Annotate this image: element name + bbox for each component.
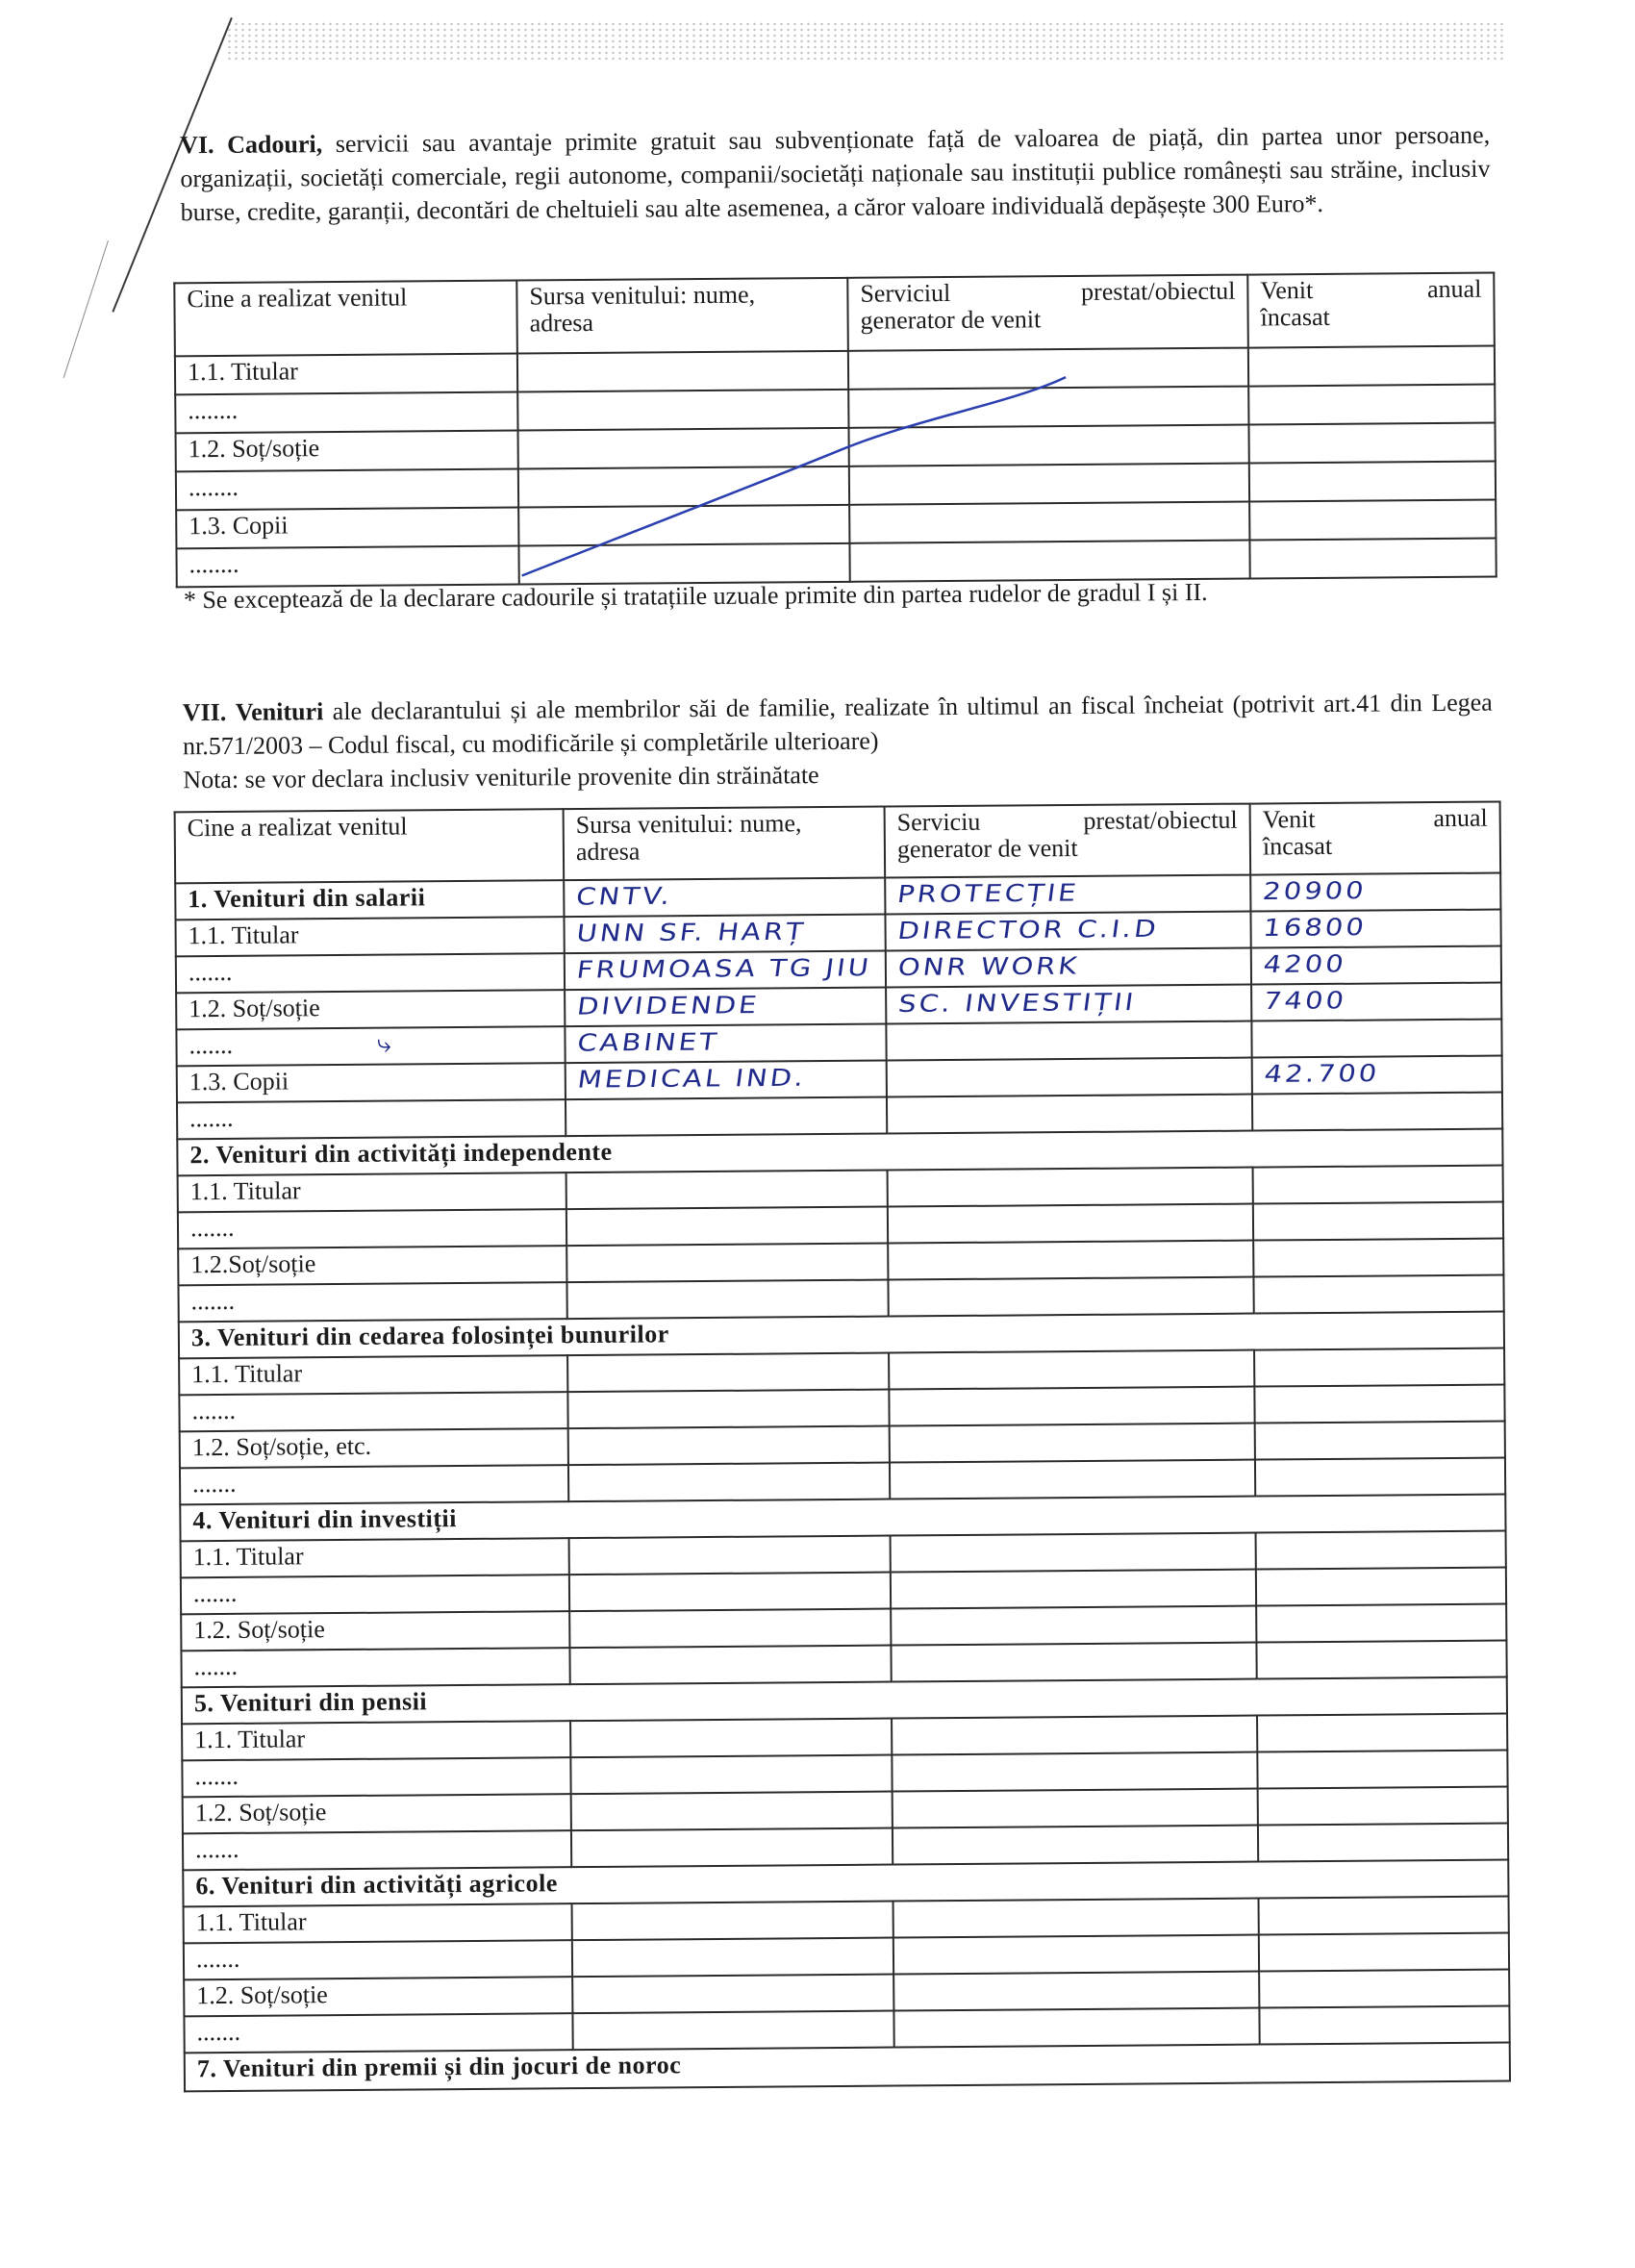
col-income	[1250, 802, 1501, 875]
group-heading: 3. Venituri din cedarea folosinței bunurilor	[179, 1312, 1504, 1359]
row-label: 1.3. Copii	[177, 1063, 566, 1102]
row-label: .......	[181, 1575, 569, 1614]
col-who: Cine a realizat venitul	[175, 809, 565, 883]
handwritten-source: UNN SF. HARȚ	[574, 917, 808, 947]
row-label: .......	[182, 1757, 570, 1797]
section-6-footnote: * Se exceptează de la declarare cadourile și tratațiile uzuale primite din partea rudelor de gradul I și II.	[183, 577, 1208, 615]
row-label: 1.1. Titular	[179, 1355, 567, 1395]
handwritten-source: CNTV.	[574, 881, 675, 911]
section-7-note: Nota: se vor declara inclusiv veniturile provenite din străinătate	[183, 761, 819, 794]
col-service-line2: generator de venit	[896, 833, 1078, 864]
group-heading-salary: 1. Venituri din salarii	[175, 880, 564, 920]
section-6-heading: Cadouri,	[227, 130, 323, 159]
row-label: 1.2. Soț/soție	[183, 1794, 571, 1833]
handwritten-amount: 7400	[1262, 986, 1348, 1015]
section-7-heading: Venituri	[235, 697, 324, 726]
section-6-number: VI.	[180, 131, 214, 160]
row-label: 1.1. Titular	[184, 1903, 572, 1943]
row-label: 1.1. Titular	[181, 1538, 569, 1577]
row-label: 1.2. Soț/soție, etc.	[180, 1428, 568, 1468]
row-label: .......	[183, 1830, 571, 1870]
col-service-line1: Serviciu prestat/obiectul	[896, 805, 1238, 837]
table-header-row	[175, 802, 1501, 884]
margin-scan-line	[63, 240, 109, 378]
col-source-line1: Sursa venitului: nume,	[529, 280, 756, 311]
handwritten-service: PROTECȚIE	[895, 878, 1081, 908]
section-7-text: ale declarantului și ale membrilor săi de familie, realizate în ultimul an fiscal încheiat (potrivit art.41 din Legea nr.571/2003 – Codul fiscal, cu modificările și completările ulterioare)	[182, 688, 1493, 761]
row-label: 1.1. Titular	[182, 1721, 570, 1760]
row-label: 1.2. Soț/soție	[176, 431, 518, 472]
row-label: 1.2. Soț/soție	[181, 1611, 569, 1651]
col-source-line2: adresa	[575, 837, 641, 867]
section-6-intro	[180, 118, 1491, 230]
handwritten-source: MEDICAL IND.	[575, 1063, 809, 1094]
row-label: 1.3. Copii	[176, 508, 518, 549]
row-label: 1.2. Soț/soție	[184, 1977, 572, 2016]
section-7-intro	[183, 686, 1494, 797]
handwritten-service: SC. INVESTIȚII	[896, 988, 1139, 1018]
col-service-line1: Serviciul prestat/obiectul	[860, 276, 1236, 308]
group-heading: 5. Venituri din pensii	[182, 1677, 1507, 1725]
row-label: 1.1. Titular	[175, 354, 517, 395]
handwritten-amount: 16800	[1261, 913, 1369, 942]
col-source-line1: Sursa venitului: nume,	[575, 809, 802, 840]
row-label: ........	[175, 392, 517, 434]
row-label: .......	[178, 1209, 566, 1248]
row-label-text: .......	[189, 1030, 234, 1060]
row-label: .......	[184, 2013, 572, 2053]
row-label: ........	[176, 469, 518, 511]
handwritten-service: DIRECTOR C.I.D	[895, 914, 1161, 945]
col-income-line1: Venit anual	[1260, 274, 1482, 305]
section-6-text: serviciі sau avantaje primite gratuit sau subvenționate față de valoarea de piață, din partea unor persoane, organizații, societăți comerciale, regii autonome, companii/societăți naționale sau instituții publice românești sau străine, inclusiv burse, credite, garanții, decontări de cheltuieli sau alte asemenea, a căror valoare individuală depășește 300 Euro*.	[180, 120, 1491, 227]
handwritten-source: CABINET	[575, 1027, 721, 1057]
col-service-line2: generator de venit	[860, 305, 1042, 335]
handwritten-amount: 42.700	[1262, 1059, 1382, 1088]
row-label: 1.2. Soț/soție	[176, 990, 565, 1029]
row-label	[176, 1026, 565, 1066]
handwritten-service: ONR WORK	[895, 951, 1082, 981]
col-who: Cine a realizat venitul	[174, 281, 517, 357]
row-label: .......	[179, 1392, 567, 1431]
row-label: .......	[177, 1099, 566, 1139]
declaration-page	[144, 0, 1527, 2268]
handwritten-amount: 20900	[1261, 876, 1369, 905]
col-income-line1: Venit anual	[1262, 803, 1488, 834]
row-label: ........	[176, 546, 518, 588]
col-source	[516, 278, 848, 354]
handwritten-source: DIVIDENDE	[575, 991, 762, 1021]
row-label: 1.1. Titular	[175, 917, 564, 956]
section-7-number: VII.	[182, 697, 227, 727]
col-service	[847, 275, 1248, 351]
col-service	[885, 804, 1251, 878]
group-heading: 2. Venituri din activități independente	[177, 1129, 1502, 1176]
col-source	[564, 807, 886, 881]
handwritten-source: FRUMOASA TG JIU	[574, 953, 873, 984]
group-heading: 7. Venituri din premii și din jocuri de noroc	[185, 2042, 1510, 2091]
row-label: 1.2.Soț/soție	[178, 1246, 566, 1285]
col-income	[1247, 273, 1495, 348]
handwritten-arrow-icon: ⤷	[376, 1029, 391, 1059]
row-label: .......	[180, 1465, 568, 1504]
table-header-row	[174, 273, 1495, 357]
section-7-table	[174, 801, 1511, 2093]
col-source-line2: adresa	[529, 308, 594, 338]
group-heading: 6. Venituri din activități agricole	[183, 1859, 1508, 1906]
group-heading: 4. Venituri din investiții	[180, 1495, 1505, 1542]
col-income-line2: încasat	[1260, 302, 1330, 332]
row-label: .......	[184, 1940, 572, 1979]
handwritten-amount: 4200	[1261, 949, 1348, 978]
col-income-line2: încasat	[1262, 831, 1333, 861]
row-label: .......	[176, 953, 565, 993]
row-label: 1.1. Titular	[178, 1172, 566, 1212]
section-6-table	[173, 272, 1497, 589]
row-label: .......	[178, 1282, 566, 1322]
row-label: .......	[181, 1648, 569, 1687]
